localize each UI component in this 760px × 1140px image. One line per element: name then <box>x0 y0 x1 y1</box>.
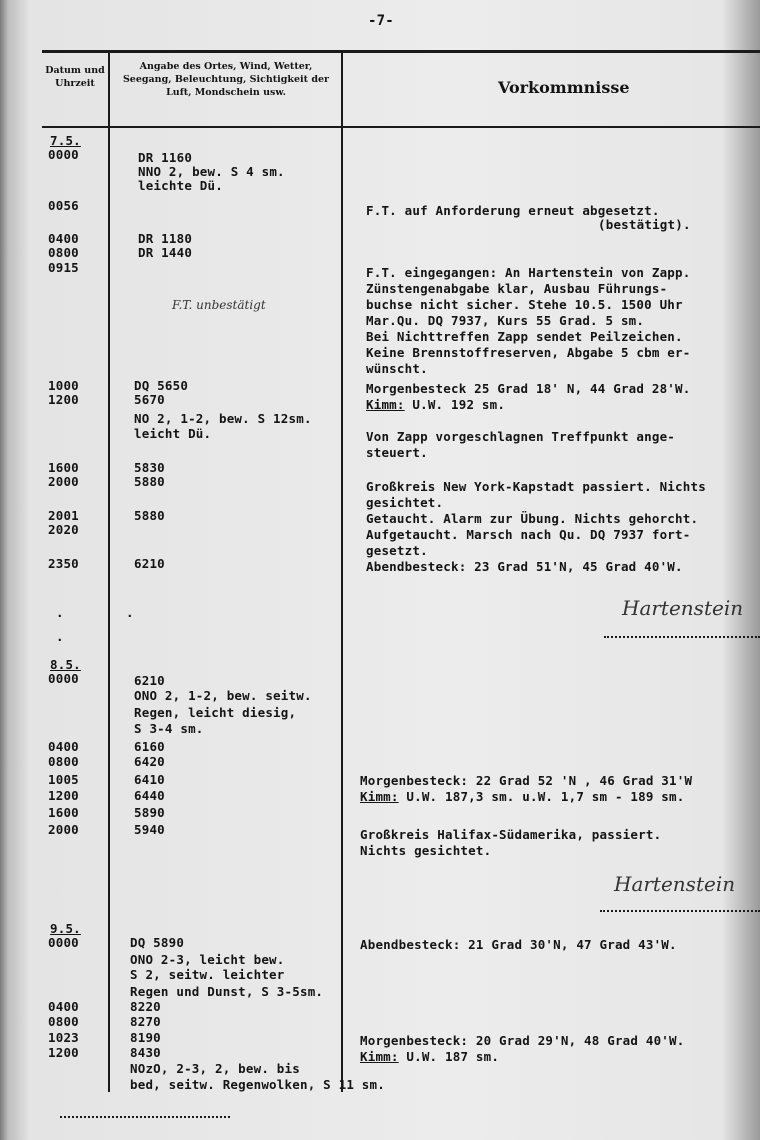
location-entry: ONO 2, 1-2, bew. seitw. <box>134 688 312 703</box>
event-entry: buchse nicht sicher. Stehe 10.5. 1500 Uhr <box>366 297 683 312</box>
location-entry: DR 1440 <box>138 245 193 260</box>
event-entry: Keine Brennstoffreserven, Abgabe 5 cbm er- <box>366 345 691 360</box>
time: 0400 <box>48 231 79 246</box>
location-entry: NO 2, 1-2, bew. S 12sm. <box>134 411 312 426</box>
event-entry: Abendbesteck: 21 Grad 30'N, 47 Grad 43'W. <box>360 937 677 952</box>
location-entry: 8190 <box>130 1030 161 1045</box>
event-entry: (bestätigt). <box>598 217 691 232</box>
header-bottom-rule <box>42 126 760 128</box>
kimm-label: Kimm: <box>366 397 405 412</box>
location-entry: 6210 <box>134 673 165 688</box>
time: 0000 <box>48 671 79 686</box>
date-7-5: 7.5. <box>50 133 81 148</box>
event-entry: wünscht. <box>366 361 428 376</box>
time: 1600 <box>48 460 79 475</box>
column-divider-2 <box>341 52 343 1092</box>
location-entry: 5940 <box>134 822 165 837</box>
time: 2350 <box>48 556 79 571</box>
location-entry: 8430 <box>130 1045 161 1060</box>
time: 0000 <box>48 935 79 950</box>
location-entry: 6420 <box>134 754 165 769</box>
event-entry: Aufgetaucht. Marsch nach Qu. DQ 7937 fort- <box>366 527 691 542</box>
location-entry: 5880 <box>134 474 165 489</box>
event-entry: F.T. auf Anforderung erneut abgesetzt. <box>366 203 660 218</box>
event-entry <box>366 398 505 412</box>
time: 0800 <box>48 1014 79 1029</box>
stray-mark: . <box>56 605 64 620</box>
date-8-5: 8.5. <box>50 657 81 672</box>
location-entry: NOzO, 2-3, 2, bew. bis <box>130 1061 300 1076</box>
header-datum: Datum und Uhrzeit <box>45 65 105 89</box>
header-top-rule <box>42 50 760 53</box>
time: 1000 <box>48 378 79 393</box>
footer-dotted-line <box>60 1116 230 1118</box>
time: 1200 <box>48 788 79 803</box>
location-entry: 6440 <box>134 788 165 803</box>
event-entry: Morgenbesteck 25 Grad 18' N, 44 Grad 28'W. <box>366 381 691 396</box>
event-entry: gesichtet. <box>366 495 444 510</box>
event-entry: gesetzt. <box>366 543 428 558</box>
location-entry: DR 1160 <box>138 150 193 165</box>
column-divider-1 <box>108 52 110 1092</box>
event-entry: F.T. eingegangen: An Hartenstein von Zapp. <box>366 265 691 280</box>
time: 1200 <box>48 1045 79 1060</box>
signature: Hartenstein <box>622 596 744 620</box>
time: 1005 <box>48 772 79 787</box>
time: 0800 <box>48 754 79 769</box>
location-entry: DR 1180 <box>138 231 193 246</box>
time: 1023 <box>48 1030 79 1045</box>
location-entry: DQ 5650 <box>134 378 189 393</box>
location-entry: 8270 <box>130 1014 161 1029</box>
signature-line <box>600 910 760 912</box>
event-entry: Großkreis Halifax-Südamerika, passiert. <box>360 827 662 842</box>
event-entry: Getaucht. Alarm zur Übung. Nichts gehorcht. <box>366 511 699 526</box>
event-entry: Bei Nichttreffen Zapp sendet Peilzeichen. <box>366 329 683 344</box>
location-entry: S 3-4 sm. <box>134 721 204 736</box>
event-entry: Nichts gesichtet. <box>360 843 492 858</box>
stray-mark: . <box>56 629 64 644</box>
stray-mark: . <box>126 605 134 620</box>
event-entry: Mar.Qu. DQ 7937, Kurs 55 Grad. 5 sm. <box>366 313 645 328</box>
signature: Hartenstein <box>614 872 736 896</box>
time: 0400 <box>48 739 79 754</box>
event-entry <box>360 790 685 804</box>
location-entry: 5670 <box>134 392 165 407</box>
time: 0800 <box>48 245 79 260</box>
time: 2001 <box>48 508 79 523</box>
location-entry: NNO 2, bew. S 4 sm. <box>138 164 285 179</box>
event-entry: Morgenbesteck: 20 Grad 29'N, 48 Grad 40'W. <box>360 1033 685 1048</box>
location-entry: leichte Dü. <box>138 178 223 193</box>
location-entry: 5830 <box>134 460 165 475</box>
time: 0000 <box>48 147 79 162</box>
date-9-5: 9.5. <box>50 921 81 936</box>
header-angabe: Angabe des Ortes, Wind, Wetter, Seegang, Beleuchtung, Sichtigkeit der Luft, Mondschein usw. <box>122 61 330 98</box>
kimm-label: Kimm: <box>360 1049 399 1064</box>
time: 2000 <box>48 822 79 837</box>
location-entry: DQ 5890 <box>130 935 185 950</box>
location-entry: Regen und Dunst, S 3-5sm. <box>130 984 324 999</box>
event-entry: Morgenbesteck: 22 Grad 52 'N , 46 Grad 31'W <box>360 773 693 788</box>
location-entry: 8220 <box>130 999 161 1014</box>
location-entry: ONO 2-3, leicht bew. <box>130 952 285 967</box>
location-entry: 6210 <box>134 556 165 571</box>
location-entry: 5880 <box>134 508 165 523</box>
time: 0915 <box>48 260 79 275</box>
kimm-label: Kimm: <box>360 789 399 804</box>
kimm-value: U.W. 192 sm. <box>404 397 506 412</box>
location-entry: 6410 <box>134 772 165 787</box>
time: 0056 <box>48 198 79 213</box>
handwritten-annotation: F.T. unbestätigt <box>172 298 266 312</box>
location-entry: 6160 <box>134 739 165 754</box>
kimm-value: U.W. 187,3 sm. u.W. 1,7 sm - 189 sm. <box>398 789 685 804</box>
header-vorkommnisse: Vorkommnisse <box>498 78 630 97</box>
event-entry: Abendbesteck: 23 Grad 51'N, 45 Grad 40'W. <box>366 559 683 574</box>
event-entry: Großkreis New York-Kapstadt passiert. Nichts <box>366 479 706 494</box>
time: 2020 <box>48 522 79 537</box>
event-entry <box>360 1050 499 1064</box>
time: 2000 <box>48 474 79 489</box>
kimm-value: U.W. 187 sm. <box>398 1049 500 1064</box>
event-entry: Von Zapp vorgeschlagnen Treffpunkt ange- <box>366 429 676 444</box>
time: 1200 <box>48 392 79 407</box>
event-entry: Zünstengenabgabe klar, Ausbau Führungs- <box>366 281 668 296</box>
location-entry: 5890 <box>134 805 165 820</box>
time: 0400 <box>48 999 79 1014</box>
location-entry: S 2, seitw. leichter <box>130 967 285 982</box>
location-entry: Regen, leicht diesig, <box>134 705 297 720</box>
location-entry: bed, seitw. Regenwolken, S 11 sm. <box>130 1077 385 1092</box>
event-entry: steuert. <box>366 445 428 460</box>
location-entry: leicht Dü. <box>134 426 212 441</box>
time: 1600 <box>48 805 79 820</box>
page-number: -7- <box>368 13 394 29</box>
signature-line <box>604 636 760 638</box>
